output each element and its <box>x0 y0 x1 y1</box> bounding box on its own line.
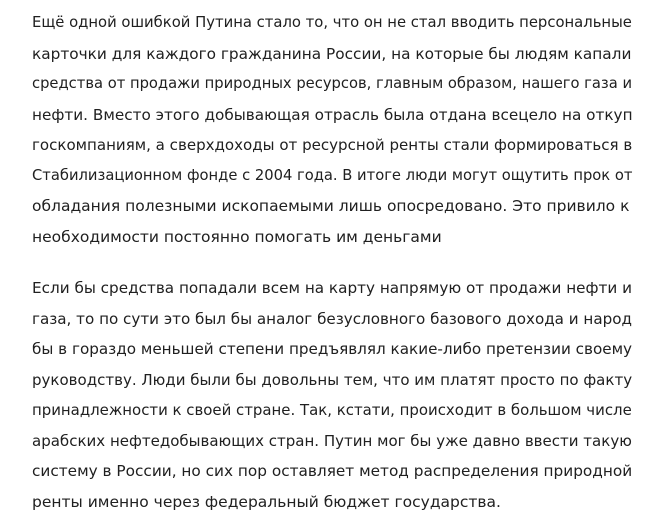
article-body <box>32 8 632 517</box>
paragraph-1 <box>32 8 632 252</box>
paragraph-line: принадлежности к своей стране. Так, кстати, происходит в большом числе <box>32 395 632 426</box>
paragraph-line: руководству. Люди были бы довольны тем, что им платят просто по факту <box>32 365 632 396</box>
paragraph-line: газа, то по сути это был бы аналог безусловного базового дохода и народ <box>32 304 632 335</box>
paragraph-line: госкомпаниям, а сверхдоходы от ресурсной ренты стали формироваться в <box>32 130 632 161</box>
paragraph-line: необходимости постоянно помогать им деньгами <box>32 222 632 253</box>
paragraph-line: ренты именно через федеральный бюджет государства. <box>32 487 632 517</box>
paragraph-line: Стабилизационном фонде с 2004 года. В итоге люди могут ощутить прок от <box>32 161 632 192</box>
paragraph-line: нефти. Вместо этого добывающая отрасль была отдана всецело на откуп <box>32 100 632 131</box>
paragraph-line: Если бы средства попадали всем на карту напрямую от продажи нефти и <box>32 273 632 304</box>
paragraph-line: карточки для каждого гражданина России, на которые бы людям капали <box>32 39 632 70</box>
paragraph-line: средства от продажи природных ресурсов, главным образом, нашего газа и <box>32 69 632 100</box>
paragraph-line: систему в России, но сих пор оставляет метод распределения природной <box>32 456 632 487</box>
paragraph-line: бы в гораздо меньшей степени предъявлял какие-либо претензии своему <box>32 334 632 365</box>
paragraph-line: Ещё одной ошибкой Путина стало то, что он не стал вводить персональные <box>32 8 632 39</box>
paragraph-line: обладания полезными ископаемыми лишь опосредовано. Это привило к <box>32 191 632 222</box>
paragraph-2 <box>32 273 632 517</box>
paragraph-line: арабских нефтедобывающих стран. Путин мог бы уже давно ввести такую <box>32 426 632 457</box>
